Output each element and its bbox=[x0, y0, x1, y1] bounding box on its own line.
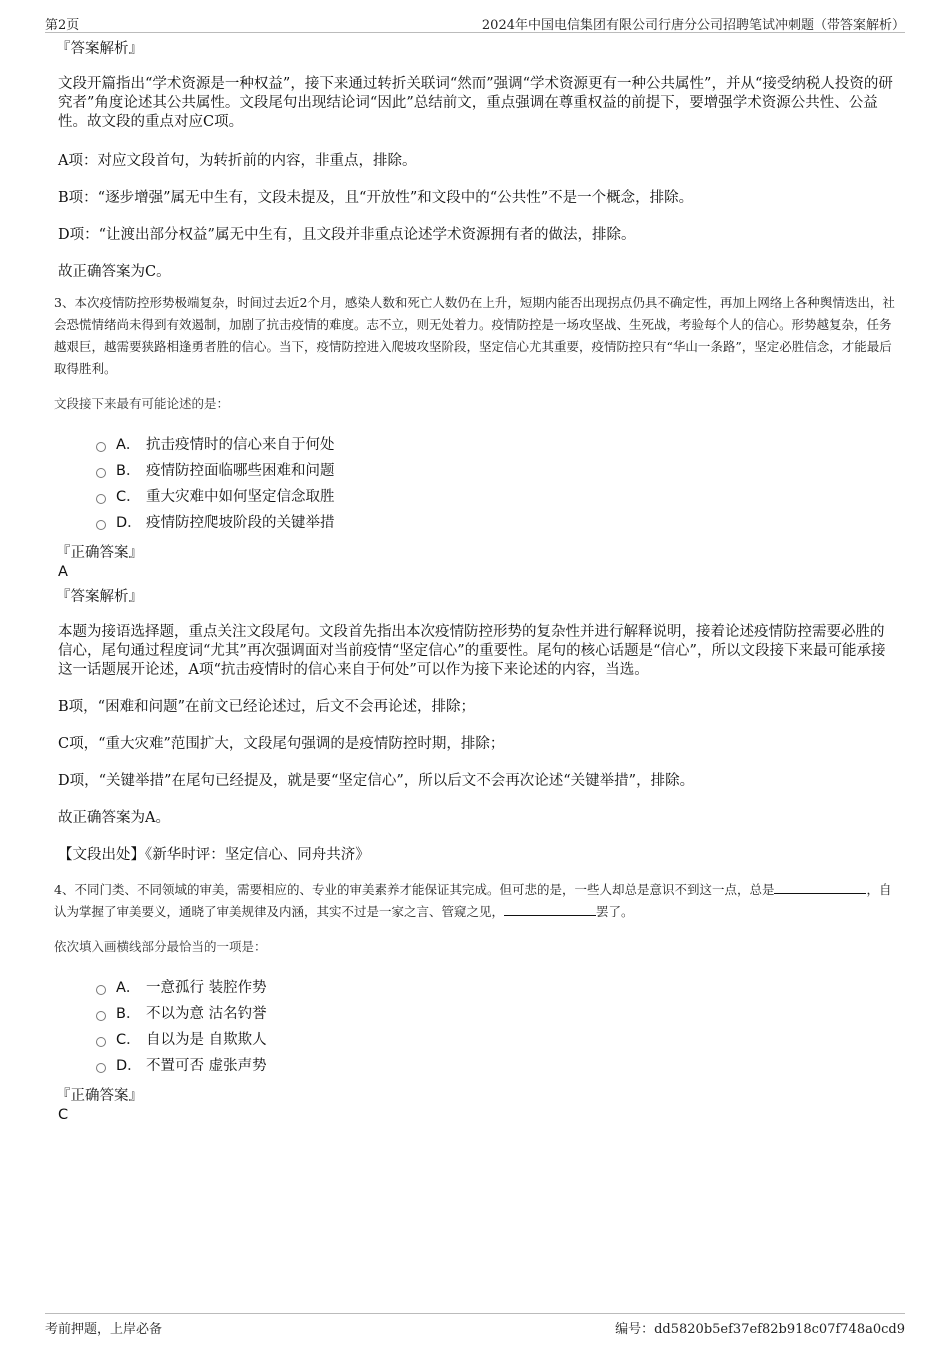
analysis-paragraph: 本题为接语选择题，重点关注文段尾句。文段首先指出本次疫情防控形势的复杂性并进行解释说明，接着论述疫情防控需要必胜的信心，尾句通过程度词“尤其”再次强调面对当前疫情“坚定信心”的重要性。尾句的核心话题是“信心”，所以文段接下来最可能承接这一话题展开论述，A项“抗击疫情时的信心来自于何处”可以作为接下来论述的内容，当选。 bbox=[58, 624, 886, 678]
option-c[interactable]: C． 重大灾难中如何坚定信念取胜 bbox=[96, 484, 896, 510]
option-c[interactable]: C． 自以为是 自欺欺人 bbox=[96, 1027, 896, 1053]
question-4-options bbox=[96, 975, 896, 1079]
analysis-label: 『答案解析』 bbox=[56, 589, 143, 605]
radio-button-icon[interactable] bbox=[96, 1063, 106, 1073]
question-3-stem: 3、本次疫情防控形势极端复杂，时间过去近2个月，感染人数和死亡人数仍在上升，短期内能否出现拐点仍具不确定性，再加上网络上各种舆情迭出，社会恐慌情绪尚未得到有效遏制，加剧了抗击疫情的难度。志不立，则无处着力。疫情防控是一场攻坚战、生死战，考验每个人的信心。形势越复杂，任务越艰巨，越需要狭路相逢勇者胜的信心。当下，疫情防控进入爬坡攻坚阶段，坚定信心尤其重要，疫情防控只有“华山一条路”，坚定必胜信念，才能最后取得胜利。 bbox=[54, 295, 895, 376]
correct-answer: A bbox=[58, 564, 68, 580]
correct-answer-label: 『正确答案』 bbox=[56, 1088, 143, 1104]
source-citation: 【文段出处】《新华时评：坚定信心、同舟共济》 bbox=[58, 847, 370, 863]
analysis-option-d: D项，“关键举措”在尾句已经提及，就是要“坚定信心”，所以后文不会再次论述“关键举措”，排除。 bbox=[58, 773, 695, 789]
footer-slogan: 考前押题，上岸必备 bbox=[45, 1322, 163, 1337]
question-3-prompt: 文段接下来最有可能论述的是： bbox=[54, 396, 230, 411]
analysis-paragraph: 文段开篇指出“学术资源是一种权益”，接下来通过转折关联词“然而”强调“学术资源更有一种公共属性”，并从“接受纳税人投资的研究者”角度论述其公共属性。文段尾句出现结论词“因此”总结前文，重点强调在尊重权益的前提下，要增强学术资源公共性、公益性。故文段的重点对应C项。 bbox=[58, 76, 893, 130]
page-header bbox=[45, 10, 905, 33]
analysis-option-b: B项：“逐步增强”属无中生有，文段未提及，且“开放性”和文段中的“公共性”不是一个概念，排除。 bbox=[58, 190, 694, 206]
analysis-option-c: C项，“重大灾难”范围扩大，文段尾句强调的是疫情防控时期，排除； bbox=[58, 736, 505, 752]
page-content bbox=[56, 40, 896, 1131]
document-title: 2024年中国电信集团有限公司行唐分公司招聘笔试冲刺题（带答案解析） bbox=[481, 18, 905, 33]
analysis-label: 『答案解析』 bbox=[56, 41, 143, 57]
analysis-conclusion: 故正确答案为A。 bbox=[58, 810, 170, 826]
option-b[interactable]: B． 不以为意 沽名钓誉 bbox=[96, 1001, 896, 1027]
radio-button-icon[interactable] bbox=[96, 1037, 106, 1047]
analysis-conclusion: 故正确答案为C。 bbox=[58, 264, 171, 280]
analysis-option-b: B项，“困难和问题”在前文已经论述过，后文不会再论述，排除； bbox=[58, 699, 475, 715]
correct-answer-label: 『正确答案』 bbox=[56, 545, 143, 561]
radio-button-icon[interactable] bbox=[96, 442, 106, 452]
option-d[interactable]: D． 不置可否 虚张声势 bbox=[96, 1053, 896, 1079]
correct-answer: C bbox=[58, 1107, 69, 1123]
analysis-option-d: D项：“让渡出部分权益”属无中生有，且文段并非重点论述学术资源拥有者的做法，排除。 bbox=[58, 227, 636, 243]
option-a[interactable]: A． 一意孤行 装腔作势 bbox=[96, 975, 896, 1001]
radio-button-icon[interactable] bbox=[96, 985, 106, 995]
radio-button-icon[interactable] bbox=[96, 494, 106, 504]
option-a[interactable]: A． 抗击疫情时的信心来自于何处 bbox=[96, 432, 896, 458]
page-number: 第2页 bbox=[45, 18, 80, 33]
question-4-stem: 4、不同门类、不同领域的审美，需要相应的、专业的审美素养才能保证其完成。但可悲的是，一些人却总是意识不到这一点，总是 ，自认为掌握了审美要义，通晓了审美规律及内涵，其实不过是一家之言、管窥之见， 罢了。 bbox=[54, 882, 892, 919]
document-id: 编号：dd5820b5ef37ef82b918c07f748a0cd9 bbox=[615, 1322, 905, 1337]
analysis-option-a: A项：对应文段首句，为转折前的内容，非重点，排除。 bbox=[58, 153, 417, 169]
option-b[interactable]: B． 疫情防控面临哪些困难和问题 bbox=[96, 458, 896, 484]
fill-blank-2 bbox=[504, 903, 596, 916]
radio-button-icon[interactable] bbox=[96, 1011, 106, 1021]
question-3-options bbox=[96, 432, 896, 536]
radio-button-icon[interactable] bbox=[96, 468, 106, 478]
question-4-prompt: 依次填入画横线部分最恰当的一项是： bbox=[54, 939, 267, 954]
page-footer bbox=[45, 1313, 905, 1336]
option-d[interactable]: D． 疫情防控爬坡阶段的关键举措 bbox=[96, 510, 896, 536]
fill-blank-1 bbox=[774, 881, 866, 894]
radio-button-icon[interactable] bbox=[96, 520, 106, 530]
